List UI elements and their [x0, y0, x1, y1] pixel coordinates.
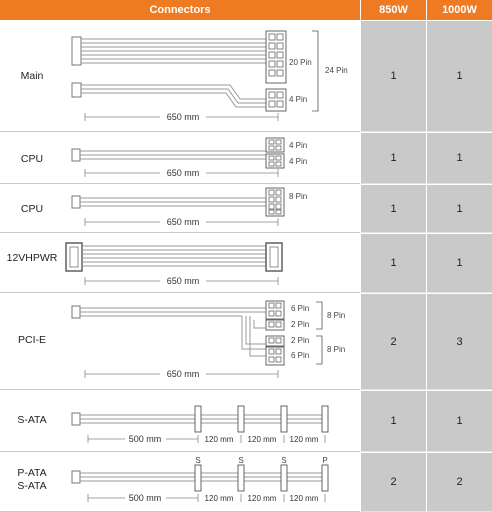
header-1000w: 1000W [427, 0, 492, 20]
row-label: CPU [20, 203, 44, 215]
pin-label: 8 Pin [327, 311, 346, 320]
p-ata-s-ata-cable-diagram [0, 453, 360, 512]
connector-cell [0, 294, 360, 390]
dimension-label: 650 mm [166, 112, 200, 122]
value-850w: 1 [361, 185, 426, 233]
dimension-label: 500 mm [128, 493, 162, 503]
connector-cell [0, 391, 360, 452]
connector-letter: S [281, 456, 287, 465]
value-1000w: 1 [427, 133, 492, 184]
row-p-ata-s-ata [0, 453, 492, 512]
pin-label: 4 Pin [289, 141, 308, 150]
row-label: PCI-E [17, 334, 46, 346]
connector-letter: P [322, 456, 328, 465]
header-850w: 850W [361, 0, 426, 20]
pin-label: 24 Pin [325, 66, 348, 75]
pin-label: 4 Pin [289, 157, 308, 166]
dimension-label: 120 mm [204, 435, 234, 444]
pin-label: 8 Pin [327, 345, 346, 354]
dimension-label: 650 mm [166, 168, 200, 178]
row-label: S-ATA [17, 414, 47, 426]
value-1000w: 1 [427, 391, 492, 452]
pin-label: 4 Pin [289, 95, 308, 104]
dimension-label: 120 mm [204, 494, 234, 503]
cpu-4-4-cable-diagram [0, 133, 360, 184]
connector-letter: S [195, 456, 201, 465]
row-label-line: P-ATA [17, 467, 47, 479]
pin-label: 6 Pin [291, 351, 310, 360]
row-label: CPU [20, 153, 44, 165]
value-850w: 2 [361, 294, 426, 390]
value-1000w: 1 [427, 234, 492, 293]
dimension-label: 650 mm [166, 217, 200, 227]
value-850w: 1 [361, 234, 426, 293]
connector-cell [0, 133, 360, 184]
pin-label: 6 Pin [291, 304, 310, 313]
pin-label: 2 Pin [291, 336, 310, 345]
row-cpu-8 [0, 185, 492, 233]
main-cable-diagram [0, 21, 360, 132]
value-1000w: 1 [427, 21, 492, 132]
s-ata-cable-diagram [0, 391, 360, 452]
row-12vhpwr [0, 234, 492, 293]
dimension-label: 120 mm [247, 494, 277, 503]
row-main [0, 21, 492, 132]
value-1000w: 2 [427, 453, 492, 512]
value-1000w: 3 [427, 294, 492, 390]
row-s-ata [0, 391, 492, 452]
connector-cell [0, 185, 360, 233]
connector-letter: S [238, 456, 244, 465]
row-label: Main [20, 70, 44, 82]
value-1000w: 1 [427, 185, 492, 233]
header-connectors: Connectors [0, 0, 360, 20]
connector-cell [0, 234, 360, 293]
row-label-line: S-ATA [17, 480, 47, 492]
dimension-label: 500 mm [128, 434, 162, 444]
row-pci-e [0, 294, 492, 390]
row-label: 12VHPWR [6, 252, 58, 264]
pin-label: 20 Pin [289, 58, 312, 67]
pci-e-cable-diagram [0, 294, 360, 390]
value-850w: 2 [361, 453, 426, 512]
pin-label: 2 Pin [291, 320, 310, 329]
pin-label: 8 Pin [289, 192, 308, 201]
cpu-8-cable-diagram [0, 185, 360, 233]
connector-cell [0, 453, 360, 512]
dimension-label: 650 mm [166, 276, 200, 286]
dimension-label: 650 mm [166, 369, 200, 379]
value-850w: 1 [361, 391, 426, 452]
dimension-label: 120 mm [289, 494, 319, 503]
dimension-label: 120 mm [247, 435, 277, 444]
value-850w: 1 [361, 21, 426, 132]
value-850w: 1 [361, 133, 426, 184]
connector-cell [0, 21, 360, 132]
dimension-label: 120 mm [289, 435, 319, 444]
12vhpwr-cable-diagram [0, 234, 360, 293]
row-cpu-4-4 [0, 133, 492, 184]
